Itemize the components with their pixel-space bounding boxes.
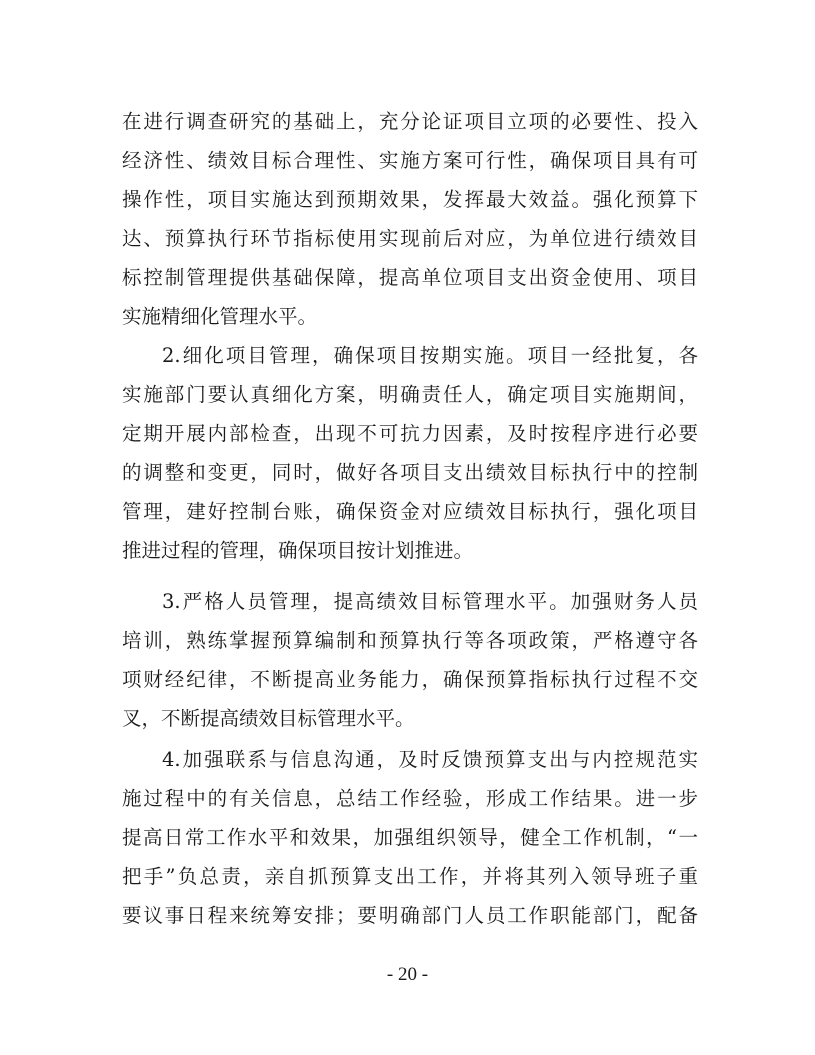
page-number: - 20 - [386,964,429,985]
paragraph-1-line-2: 经济性、绩效目标合理性、实施方案可行性，确保项目具有可 [122,149,698,172]
paragraph-3-line-1: 3.严格人员管理，提高绩效目标管理水平。加强财务人员 [162,590,698,613]
paragraph-2-line-5: 管理，建好控制台账，确保资金对应绩效目标执行，强化项目 [122,500,698,523]
paragraph-2-line-1: 2.细化项目管理，确保项目按期实施。项目一经批复，各 [162,344,698,367]
paragraph-1-line-6: 实施精细化管理水平。 [122,305,318,328]
paragraph-1-line-4: 达、预算执行环节指标使用实现前后对应，为单位进行绩效目 [122,227,698,250]
paragraph-4-line-5: 要议事日程来统筹安排；要明确部门人员工作职能部门，配备 [122,904,698,927]
paragraph-4-line-4: 把手”负总责，亲自抓预算支出工作，并将其列入领导班子重 [122,865,698,888]
paragraph-1-line-5: 标控制管理提供基础保障，提高单位项目支出资金使用、项目 [122,266,698,289]
paragraph-1-line-3: 操作性，项目实施达到预期效果，发挥最大效益。强化预算下 [122,188,698,211]
paragraph-3-line-4: 叉，不断提高绩效目标管理水平。 [122,707,415,730]
paragraph-1-line-1: 在进行调查研究的基础上，充分论证项目立项的必要性、投入 [122,110,698,133]
paragraph-2-line-6: 推进过程的管理，确保项目按计划推进。 [122,539,474,562]
paragraph-3-line-2: 培训，熟练掌握预算编制和预算执行等各项政策，严格遵守各 [122,629,698,652]
paragraph-4-line-1: 4.加强联系与信息沟通，及时反馈预算支出与内控规范实 [162,748,698,771]
paragraph-2-line-3: 定期开展内部检查，出现不可抗力因素，及时按程序进行必要 [122,422,698,445]
paragraph-2-line-2: 实施部门要认真细化方案，明确责任人，确定项目实施期间， [122,383,698,406]
paragraph-2-line-4: 的调整和变更，同时，做好各项目支出绩效目标执行中的控制 [122,461,698,484]
paragraph-4-line-2: 施过程中的有关信息，总结工作经验，形成工作结果。进一步 [122,787,698,810]
paragraph-4-line-3: 提高日常工作水平和效果，加强组织领导，健全工作机制，“一 [122,826,698,849]
paragraph-3-line-3: 项财经纪律，不断提高业务能力，确保预算指标执行过程不交 [122,668,698,691]
